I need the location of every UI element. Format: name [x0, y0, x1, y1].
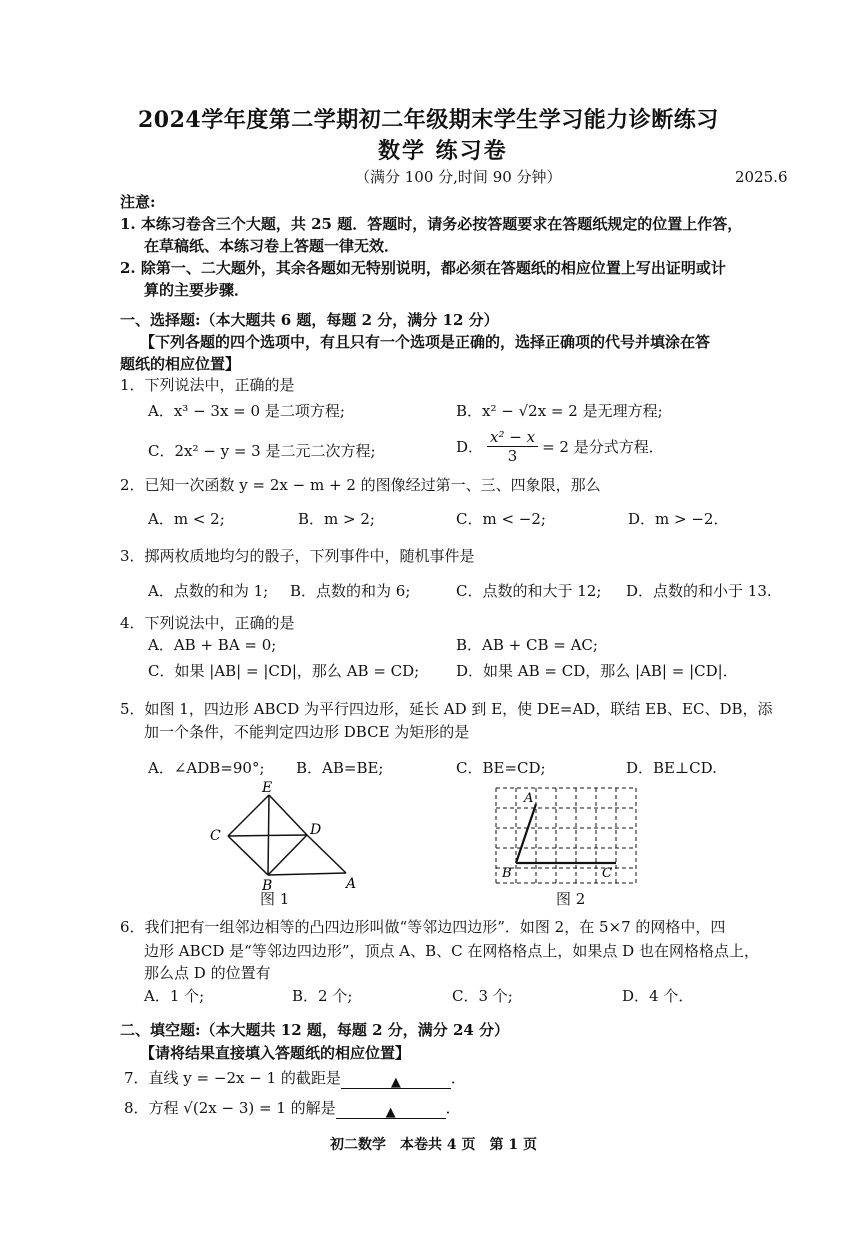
q6-option-c: C．3 个;	[452, 987, 513, 1005]
q8-answer-blank	[336, 1100, 446, 1119]
q1-option-d-suffix: = 2 是分式方程．	[542, 437, 664, 456]
label-A: A	[346, 876, 357, 892]
edge-DA	[307, 835, 346, 873]
notes-heading: 注意:	[120, 193, 156, 211]
label-E: E	[262, 780, 273, 796]
q3-option-c: C．点数的和大于 12;	[456, 582, 602, 600]
figure-2	[488, 782, 648, 892]
section-1-instruction-line-2: 题纸的相应位置】	[120, 355, 241, 373]
note-2-line-2: 算的主要步骤．	[144, 281, 250, 299]
q6-option-d: D．4 个．	[622, 987, 694, 1005]
q8	[124, 1097, 461, 1119]
q5-stem-line-2: 加一个条件，不能判定四边形 DBCE 为矩形的是	[144, 723, 470, 741]
segment-AB	[516, 804, 536, 863]
score-time: （满分 100 分,时间 90 分钟）	[355, 168, 562, 186]
q7-answer-blank	[341, 1070, 451, 1089]
grid	[496, 788, 636, 883]
edge-BA	[268, 873, 346, 875]
q2-option-d: D．m > −2．	[628, 510, 729, 528]
page-subtitle: 数学 练习卷	[378, 138, 508, 164]
edge-ED	[269, 795, 307, 835]
edge-DB	[268, 835, 307, 875]
q3-option-a: A．点数的和为 1;	[148, 582, 269, 600]
q1-option-d-denominator: 3	[507, 447, 518, 465]
q7-suffix: ．	[450, 1069, 466, 1087]
q3-stem: 3．掷两枚质地均匀的骰子，下列事件中，随机事件是	[120, 547, 475, 565]
figure-2-caption: 图 2	[556, 890, 586, 908]
page-title: 2024学年度第二学期初二年级期末学生学习能力诊断练习	[138, 107, 719, 133]
q4-option-c: C．如果 |AB| = |CD|，那么 AB = CD;	[148, 662, 420, 680]
q1-option-b: B．x² − √2x = 2 是无理方程;	[456, 402, 663, 420]
q4-option-a: A．AB + BA = 0;	[148, 636, 277, 654]
figure-1	[200, 780, 380, 910]
note-1-line-2: 在草稿纸、本练习卷上答题一律无效．	[144, 237, 400, 255]
q6-stem-line-1: 6．我们把有一组邻边相等的凸四边形叫做“等邻边四边形”．如图 2，在 5×7 的网格中，四	[120, 918, 726, 936]
q8-prefix: 8．方程 √(2x − 3) = 1 的解是	[124, 1099, 336, 1117]
q1-option-d-numerator: x² − x	[487, 428, 538, 447]
q4-option-d: D．如果 AB = CD，那么 |AB| = |CD|．	[456, 662, 738, 680]
q5-stem-line-1: 5．如图 1，四边形 ABCD 为平行四边形，延长 AD 到 E，使 DE=AD，联结 EB、EC、DB，添	[120, 700, 773, 718]
q4-option-b: B．AB + CB = AC;	[456, 636, 598, 654]
q2-option-a: A．m < 2;	[148, 510, 225, 528]
q7	[124, 1067, 466, 1089]
q8-suffix: ．	[445, 1099, 461, 1117]
q5-option-c: C．BE=CD;	[456, 759, 546, 777]
label-B: B	[262, 878, 273, 894]
q3-option-d: D．点数的和小于 13.	[626, 582, 772, 600]
q1-option-a: A．x³ − 3x = 0 是二项方程;	[148, 402, 345, 420]
exam-date: 2025.6	[735, 168, 788, 186]
q8-marker: ▲	[385, 1105, 396, 1120]
figure-1-caption: 图 1	[260, 890, 290, 908]
page-footer: 初二数学 本卷共 4 页 第 1 页	[330, 1137, 537, 1153]
section-1-heading: 一、选择题:（本大题共 6 题，每题 2 分，满分 12 分）	[120, 311, 499, 329]
q2-stem: 2．已知一次函数 y = 2x − m + 2 的图像经过第一、三、四象限，那么	[120, 476, 601, 494]
q5-option-b: B．AB=BE;	[296, 759, 384, 777]
edge-CD	[228, 835, 307, 836]
label-C: C	[602, 866, 612, 881]
q6-option-a: A．1 个;	[144, 987, 205, 1005]
section-2-heading: 二、填空题:（本大题共 12 题，每题 2 分，满分 24 分）	[120, 1021, 510, 1039]
q1-option-c: C．2x² − y = 3 是二元二次方程;	[148, 442, 376, 460]
label-B: B	[502, 866, 512, 881]
label-A: A	[524, 791, 534, 806]
q2-option-c: C．m < −2;	[456, 510, 546, 528]
q7-prefix: 7．直线 y = −2x − 1 的截距是	[124, 1069, 341, 1087]
q6-stem-line-3: 那么点 D 的位置有	[144, 964, 271, 982]
q1-option-d-prefix: D．	[456, 437, 484, 456]
q1-stem: 1．下列说法中，正确的是	[120, 376, 295, 394]
section-1-instruction-line-1: 【下列各题的四个选项中，有且只有一个选项是正确的，选择正确项的代号并填涂在答	[140, 333, 711, 351]
edge-EC	[228, 795, 269, 836]
note-1-line-1: 1. 本练习卷含三个大题，共 25 题．答题时，请务必按答题要求在答题纸规定的位置上作答，	[120, 215, 743, 233]
q6-option-b: B．2 个;	[292, 987, 353, 1005]
q6-stem-line-2: 边形 ABCD 是“等邻边四边形”，顶点 A、B、C 在网格格点上，如果点 D 也在网格格点上，	[144, 942, 759, 960]
edge-CB	[228, 836, 268, 875]
q3-option-b: B．点数的和为 6;	[290, 582, 411, 600]
q2-option-b: B．m > 2;	[298, 510, 375, 528]
note-2-line-1: 2. 除第一、二大题外，其余各题如无特别说明，都必须在答题纸的相应位置上写出证明或计	[120, 259, 726, 277]
q1-option-d-fraction	[487, 428, 538, 465]
q5-option-d: D．BE⊥CD.	[626, 759, 717, 777]
q1-option-d	[456, 428, 664, 465]
label-C: C	[210, 828, 221, 844]
q4-stem: 4．下列说法中，正确的是	[120, 614, 295, 632]
q7-marker: ▲	[390, 1075, 401, 1090]
q5-option-a: A．∠ADB=90°;	[148, 759, 265, 777]
label-D: D	[310, 822, 322, 838]
section-2-instruction: 【请将结果直接填入答题纸的相应位置】	[140, 1044, 411, 1062]
